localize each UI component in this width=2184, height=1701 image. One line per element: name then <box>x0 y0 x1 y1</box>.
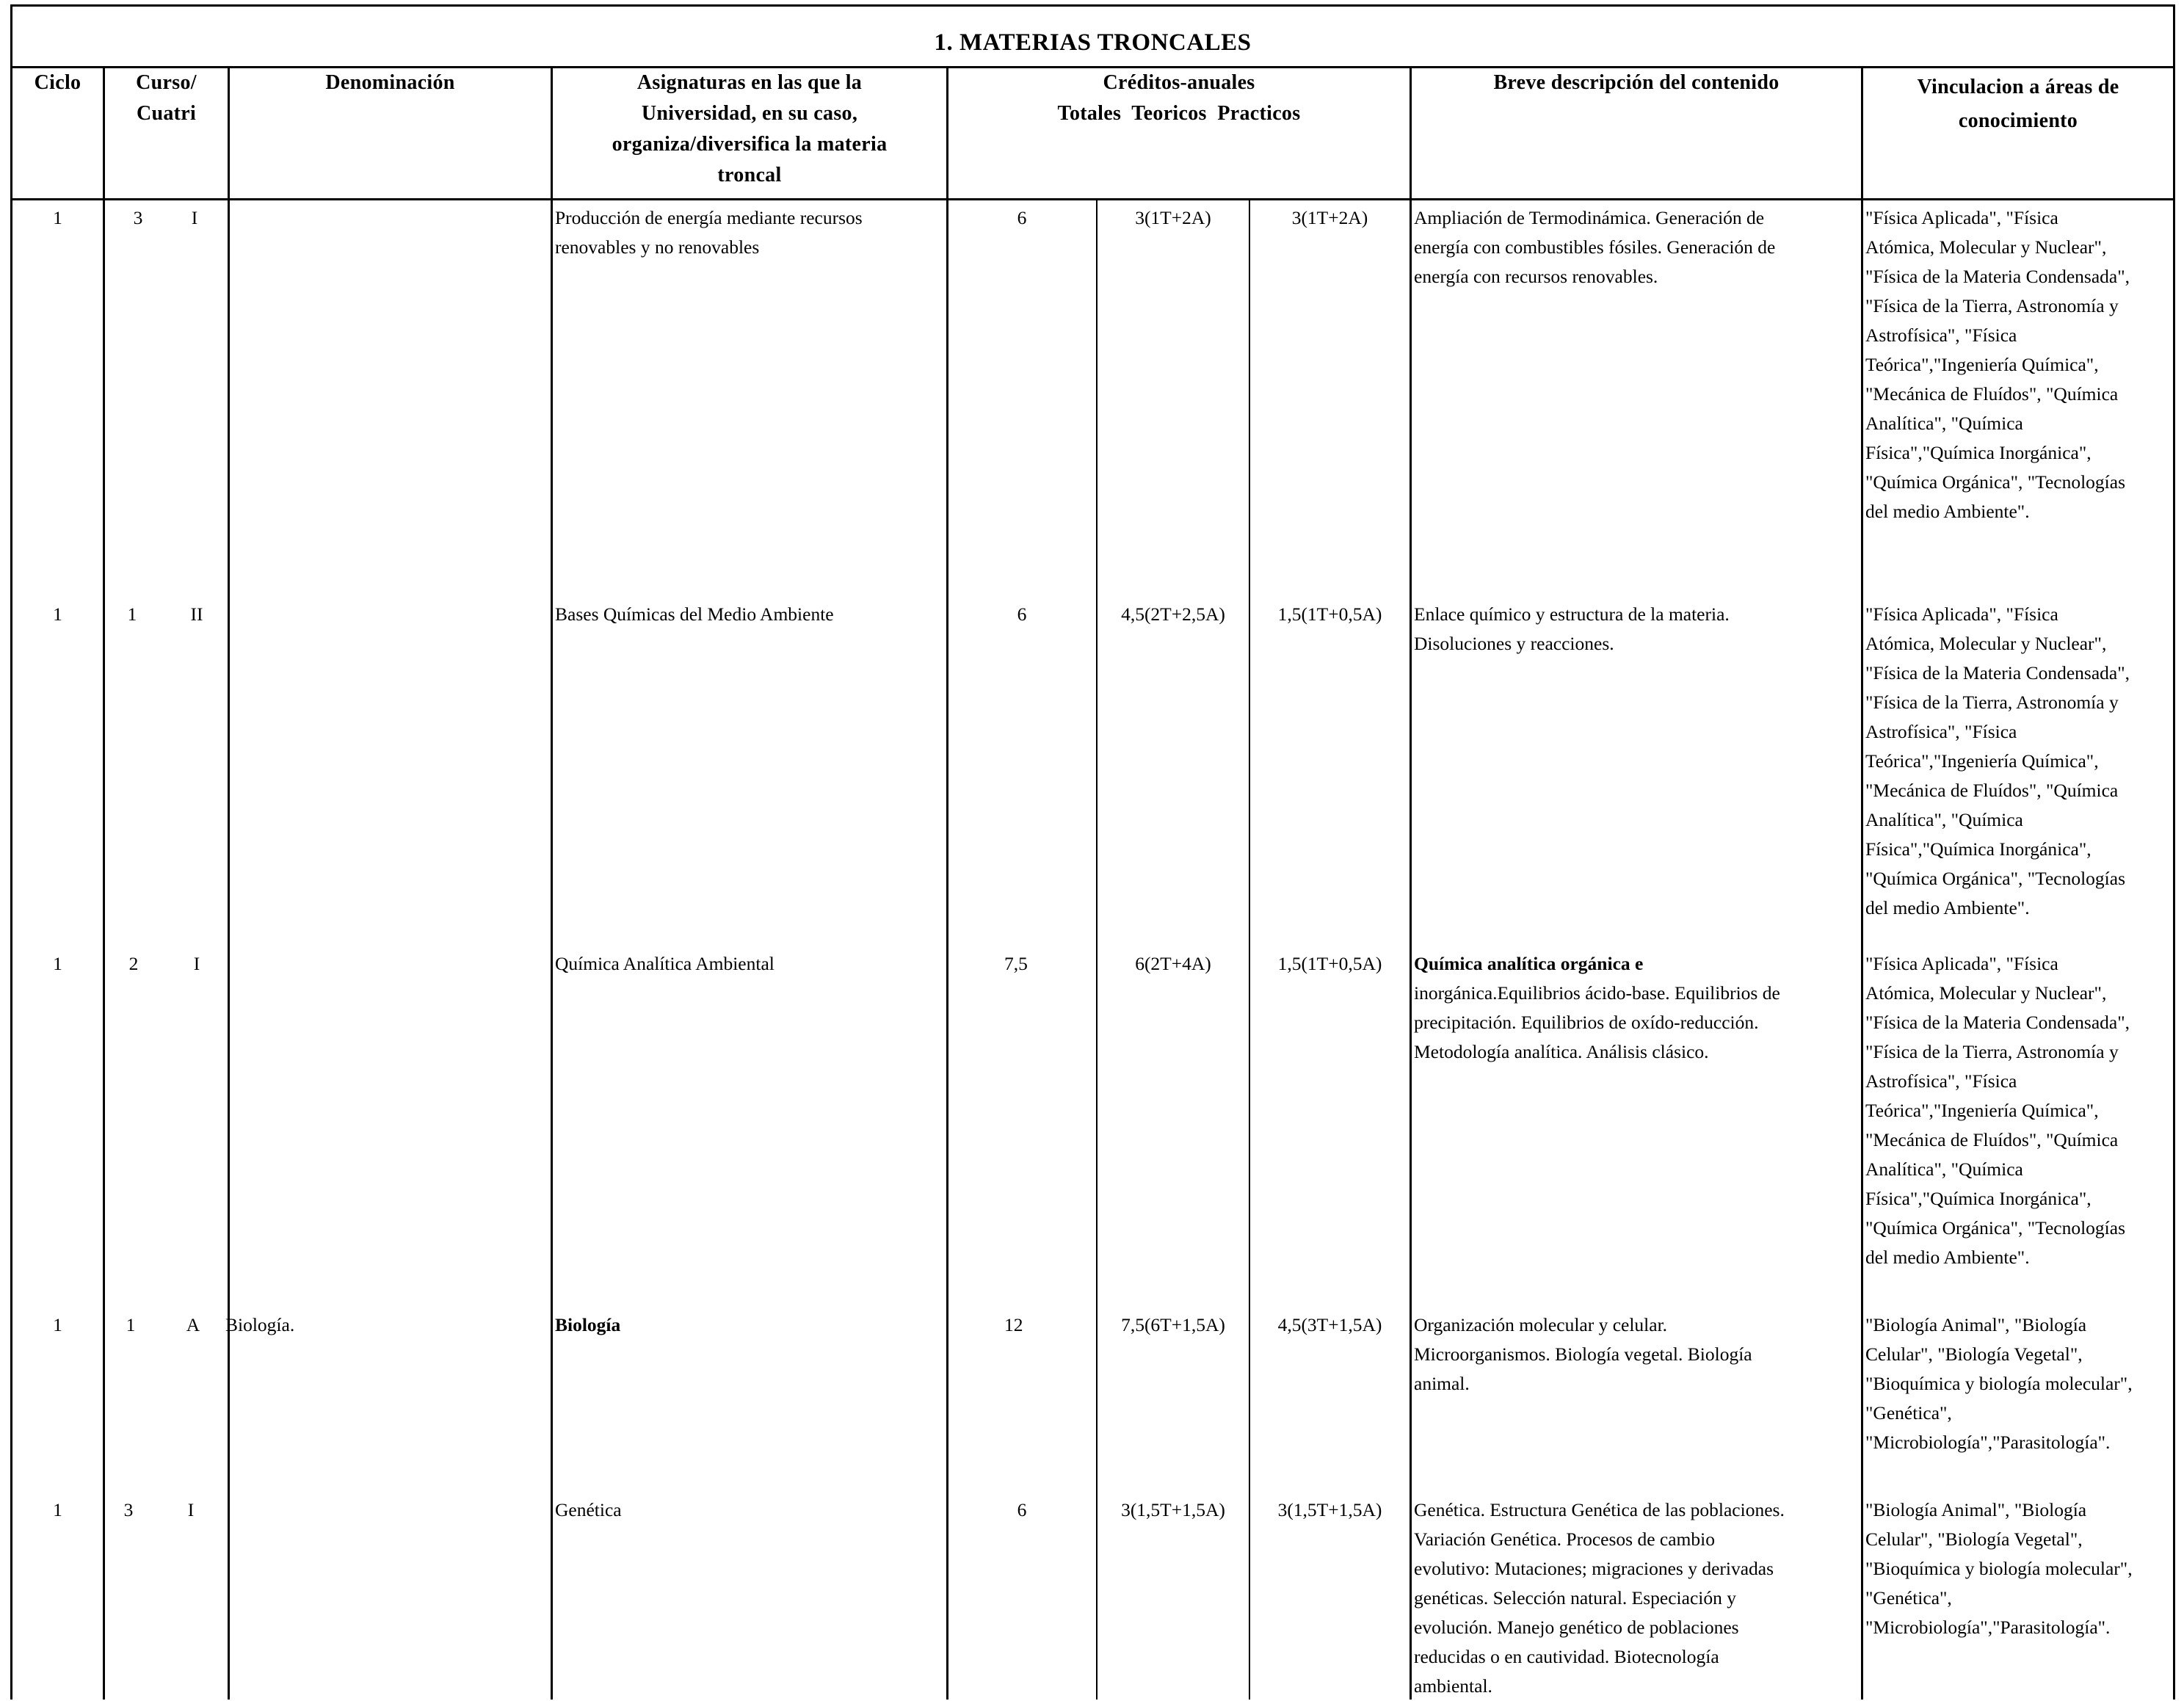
row4-descripcion-line: Organización molecular y celular. <box>1414 1314 1668 1335</box>
row2-curso: 1 <box>127 603 137 625</box>
row1-descripcion-line: energía con combustibles fósiles. Generación de <box>1414 236 1776 258</box>
table-border-left <box>10 4 12 1700</box>
row2-totales: 6 <box>1017 603 1027 625</box>
row3-practicos: 1,5(1T+0,5A) <box>1277 953 1382 974</box>
row5-descripcion-line: Genética. Estructura Genética de las poblaciones. <box>1414 1499 1785 1520</box>
row1-areas-line: Física","Química Inorgánica", <box>1865 442 2092 463</box>
header-asignaturas <box>553 68 946 191</box>
row5-areas-line: "Biología Animal", "Biología <box>1865 1499 2087 1520</box>
row2-areas-line: "Física de la Materia Condensada", <box>1865 662 2130 683</box>
row1-descripcion-line: Ampliación de Termodinámica. Generación de <box>1414 207 1765 228</box>
row3-curso: 2 <box>128 953 139 974</box>
row4-areas-line: "Bioquímica y biología molecular", <box>1865 1373 2133 1394</box>
row5-teoricos: 3(1,5T+1,5A) <box>1121 1499 1225 1520</box>
row3-asignatura <box>555 949 944 979</box>
row4-curso: 1 <box>126 1314 136 1335</box>
row4-descripcion-line: Microorganismos. Biología vegetal. Biología <box>1414 1343 1752 1365</box>
header-creditos <box>948 68 1410 129</box>
row3-areas-line: Atómica, Molecular y Nuclear", <box>1865 982 2107 1004</box>
row4-totales: 12 <box>1004 1314 1023 1335</box>
row1-asignatura-line: Producción de energía mediante recursos <box>555 207 863 228</box>
row3-cuatri: I <box>193 953 200 974</box>
header-vinculacion-line2: conocimiento <box>1958 109 2078 132</box>
header-creditos-title: Créditos-anuales <box>1103 71 1255 94</box>
row2-descripcion <box>1414 600 1859 659</box>
row1-areas-line: "Mecánica de Fluídos", "Química <box>1865 383 2119 405</box>
col-sep-ciclo <box>103 68 105 1700</box>
row5-asignatura-line: Genética <box>555 1499 622 1520</box>
header-asignaturas-line1: Asignaturas en las que la <box>636 71 863 94</box>
row5-cuatri: I <box>187 1499 195 1520</box>
row1-areas-line: "Química Orgánica", "Tecnologías <box>1865 471 2125 493</box>
row5-descripcion-line: Variación Genética. Procesos de cambio <box>1414 1528 1715 1550</box>
row4-descripcion <box>1414 1310 1859 1399</box>
header-curso <box>105 68 228 129</box>
row3-totales: 7,5 <box>1004 953 1028 974</box>
row3-areas-line: del medio Ambiente". <box>1865 1247 2030 1268</box>
row3-descripcion-line: Química analítica orgánica e <box>1414 953 1644 974</box>
row1-descripcion-line: energía con recursos renovables. <box>1414 266 1658 287</box>
col-sep-creditos <box>1410 68 1412 1700</box>
row3-teoricos: 6(2T+4A) <box>1135 953 1211 974</box>
table-border-right <box>2173 4 2175 1700</box>
row5-curso: 3 <box>123 1499 134 1520</box>
header-curso-line2: Cuatri <box>136 102 197 125</box>
row3-areas-line: Analítica", "Química <box>1865 1158 2023 1180</box>
row5-descripcion-line: genéticas. Selección natural. Especiación y <box>1414 1587 1736 1608</box>
row5-areas-line: "Genética", <box>1865 1587 1952 1608</box>
row5-areas-line: Celular", "Biología Vegetal", <box>1865 1528 2083 1550</box>
row5-practicos: 3(1,5T+1,5A) <box>1277 1499 1382 1520</box>
row4-areas-line: "Biología Animal", "Biología <box>1865 1314 2087 1335</box>
row4-areas-line: Celular", "Biología Vegetal", <box>1865 1343 2083 1365</box>
row2-teoricos: 4,5(2T+2,5A) <box>1121 603 1225 625</box>
row4-practicos: 4,5(3T+1,5A) <box>1277 1314 1382 1335</box>
row1-curso: 3 <box>133 207 143 228</box>
row1-areas-line: "Física Aplicada", "Física <box>1865 207 2058 228</box>
row5-descripcion-line: evolución. Manejo genético de poblaciones <box>1414 1617 1739 1638</box>
row2-cuatri: II <box>190 603 203 625</box>
row4-cuatri: A <box>186 1314 200 1335</box>
row2-areas-line: Física","Química Inorgánica", <box>1865 838 2092 860</box>
row1-areas-line: Teórica","Ingeniería Química", <box>1865 354 2099 375</box>
row1-areas-line: Astrofísica", "Física <box>1865 324 2017 346</box>
row1-asignatura-line: renovables y no renovables <box>555 236 760 258</box>
row1-areas-line: Atómica, Molecular y Nuclear", <box>1865 236 2107 258</box>
row4-asignatura <box>555 1310 944 1340</box>
row3-areas-line: Astrofísica", "Física <box>1865 1070 2017 1092</box>
row3-descripcion <box>1414 949 1859 1067</box>
row2-areas-line: "Física de la Tierra, Astronomía y <box>1865 692 2119 713</box>
header-curso-line1: Curso/ <box>136 71 197 94</box>
row2-asignatura-line: Bases Químicas del Medio Ambiente <box>555 603 834 625</box>
row5-descripcion-line: evolutivo: Mutaciones; migraciones y derivadas <box>1414 1558 1774 1579</box>
row3-areas-line: Teórica","Ingeniería Química", <box>1865 1100 2099 1121</box>
row5-ciclo: 1 <box>53 1499 62 1520</box>
row3-descripcion-line: precipitación. Equilibrios de oxído-reducción. <box>1414 1012 1759 1033</box>
row2-descripcion-line: Enlace químico y estructura de la materia. <box>1414 603 1730 625</box>
row3-areas-line: "Química Orgánica", "Tecnologías <box>1865 1217 2125 1238</box>
row1-descripcion <box>1414 203 1859 291</box>
row2-areas-line: "Química Orgánica", "Tecnologías <box>1865 868 2125 889</box>
row4-areas-line: "Microbiología","Parasitología". <box>1865 1432 2111 1453</box>
row3-descripcion-line: Metodología analítica. Análisis clásico. <box>1414 1041 1709 1062</box>
row1-ciclo: 1 <box>53 207 62 228</box>
row3-areas-line: "Mecánica de Fluídos", "Química <box>1865 1129 2119 1150</box>
row2-areas-line: Analítica", "Química <box>1865 809 2023 830</box>
row2-ciclo: 1 <box>53 603 62 625</box>
header-asignaturas-line2: Universidad, en su caso, <box>641 102 858 125</box>
row5-areas <box>1865 1495 2172 1642</box>
row4-areas-line: "Genética", <box>1865 1402 1952 1423</box>
row5-descripcion <box>1414 1495 1859 1701</box>
row1-areas-line: "Física de la Tierra, Astronomía y <box>1865 295 2119 316</box>
col-sep-descripcion <box>1861 68 1863 1700</box>
row3-asignatura-line: Química Analítica Ambiental <box>555 953 774 974</box>
row1-cuatri: I <box>191 207 198 228</box>
row1-practicos: 3(1T+2A) <box>1291 207 1368 228</box>
row4-denominacion: Biología. <box>225 1314 295 1335</box>
row1-areas-line: Analítica", "Química <box>1865 413 2023 434</box>
col-sep-curso <box>228 68 230 1700</box>
row1-teoricos: 3(1T+2A) <box>1135 207 1211 228</box>
header-creditos-sub: Totales Teoricos Practicos <box>1057 102 1301 125</box>
row2-practicos: 1,5(1T+0,5A) <box>1277 603 1382 625</box>
header-vinculacion <box>1863 70 2173 138</box>
header-divider <box>10 198 2175 200</box>
col-sep-denominacion <box>551 68 553 1700</box>
header-denominacion: Denominación <box>325 71 455 94</box>
document-title: 1. MATERIAS TRONCALES <box>934 29 1252 56</box>
row4-asignatura-line: Biología <box>555 1314 621 1335</box>
row2-areas-line: Teórica","Ingeniería Química", <box>1865 750 2099 772</box>
row4-descripcion-line: animal. <box>1414 1373 1470 1394</box>
row2-areas-line: Atómica, Molecular y Nuclear", <box>1865 633 2107 654</box>
row3-ciclo: 1 <box>53 953 62 974</box>
row3-descripcion-line: inorgánica.Equilibrios ácido-base. Equilibrios de <box>1414 982 1780 1004</box>
row4-areas <box>1865 1310 2172 1457</box>
row5-totales: 6 <box>1017 1499 1027 1520</box>
header-ciclo: Ciclo <box>34 71 81 94</box>
row2-descripcion-line: Disoluciones y reacciones. <box>1414 633 1614 654</box>
header-vinculacion-line1: Vinculacion a áreas de <box>1917 76 2119 98</box>
col-sep-asignaturas <box>946 68 948 1700</box>
row1-areas <box>1865 203 2172 526</box>
row2-areas-line: "Física Aplicada", "Física <box>1865 603 2058 625</box>
row1-totales: 6 <box>1017 207 1027 228</box>
row2-areas-line: "Mecánica de Fluídos", "Química <box>1865 780 2119 801</box>
header-asignaturas-line4: troncal <box>717 164 782 186</box>
row3-areas-line: Física","Química Inorgánica", <box>1865 1188 2092 1209</box>
title-box <box>10 4 2175 66</box>
row1-areas-line: "Física de la Materia Condensada", <box>1865 266 2130 287</box>
row2-areas-line: Astrofísica", "Física <box>1865 721 2017 742</box>
row1-areas-line: del medio Ambiente". <box>1865 501 2030 522</box>
row1-asignatura <box>555 203 944 262</box>
row2-areas-line: del medio Ambiente". <box>1865 897 2030 918</box>
row5-descripcion-line: ambiental. <box>1414 1675 1492 1697</box>
row3-areas-line: "Física de la Materia Condensada", <box>1865 1012 2130 1033</box>
row5-areas-line: "Bioquímica y biología molecular", <box>1865 1558 2133 1579</box>
row5-areas-line: "Microbiología","Parasitología". <box>1865 1617 2111 1638</box>
row4-teoricos: 7,5(6T+1,5A) <box>1121 1314 1225 1335</box>
row5-descripcion-line: reducidas o en cautividad. Biotecnología <box>1414 1646 1719 1667</box>
row2-areas <box>1865 600 2172 923</box>
row3-areas-line: "Física de la Tierra, Astronomía y <box>1865 1041 2119 1062</box>
header-breve: Breve descripción del contenido <box>1493 71 1780 94</box>
row5-asignatura <box>555 1495 944 1525</box>
row4-ciclo: 1 <box>53 1314 62 1335</box>
row2-asignatura <box>555 600 944 629</box>
header-asignaturas-line3: organiza/diversifica la materia <box>612 133 888 156</box>
row3-areas-line: "Física Aplicada", "Física <box>1865 953 2058 974</box>
row3-areas <box>1865 949 2172 1272</box>
